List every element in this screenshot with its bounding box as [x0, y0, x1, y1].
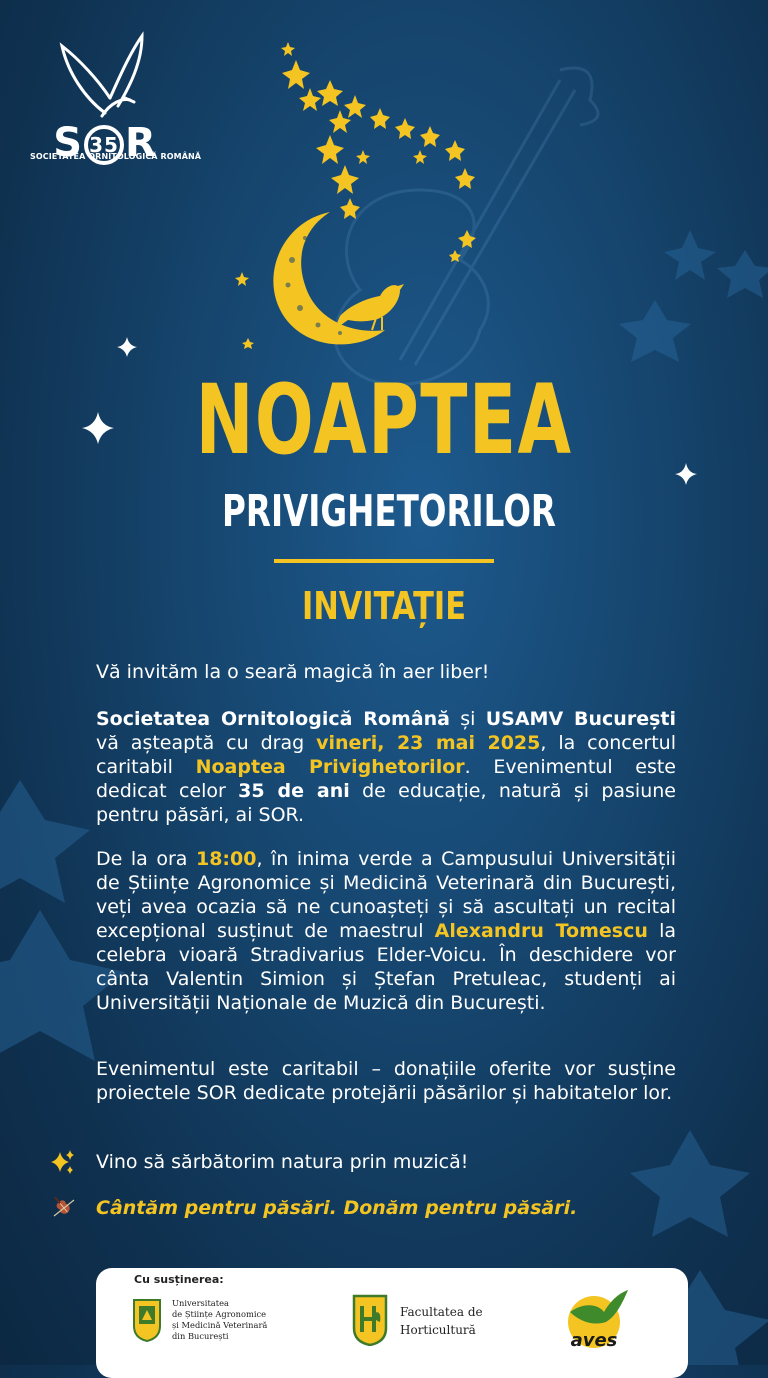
- event-subtitle: PRIVIGHETORILOR: [222, 486, 556, 537]
- sparkles-icon: [48, 1148, 76, 1176]
- event-title: NOAPTEA: [195, 364, 573, 476]
- paragraph-details: De la ora 18:00, în inima verde a Campusului Universității de Științe Agronomice și Medicină Veterinară din București, veți avea ocazia să ne cunoașteți și să ascultați un recital excepțional susținut de maestrul Alexandru Tomescu la celebra vioară Stradivarius Elder-Voicu. În deschidere vor cânta Valentin Simion și Ștefan Pretuleac, studenți ai Universității Naționale de Muzică din București.: [96, 848, 676, 1014]
- gold-star-note: [235, 42, 476, 349]
- usamv-name: Universitatea de Științe Agronomice și Medicină Veterinară din București: [172, 1298, 268, 1341]
- violin-silhouette: [335, 68, 598, 384]
- nightingale-bird: [334, 284, 404, 330]
- sor-wordmark: S 35 R: [53, 120, 157, 166]
- sponsors-label: Cu susținerea:: [134, 1273, 224, 1286]
- paragraph-charity: Evenimentul este caritabil – donațiile oferite vor susține proiectele SOR dedicate protejării păsărilor și habitatelor lor.: [96, 1058, 676, 1104]
- horticulture-crest-icon: [352, 1294, 388, 1346]
- title-divider: [274, 559, 494, 563]
- slogan: Cântăm pentru păsări. Donăm pentru păsări.: [96, 1197, 578, 1219]
- usamv-crest-icon: [132, 1298, 162, 1342]
- aves-wordmark: aves: [570, 1330, 618, 1351]
- paragraph-organizers: Societatea Ornitologică Română și USAMV București vă așteaptă cu drag vineri, 23 mai 2025, la concertul caritabil Noaptea Privighetorilor. Evenimentul este dedicat celor 35 de ani de educație, natură și pasiune pentru păsări, ai SOR.: [96, 708, 676, 826]
- sor-logo: [30, 28, 202, 168]
- sponsors-panel: [96, 1268, 688, 1378]
- bird-wings-icon: [30, 28, 180, 128]
- logo-subtitle: SOCIETATEA ORNITOLOGICĂ ROMÂNĂ: [30, 152, 202, 161]
- aves-logo: [564, 1282, 630, 1352]
- horticulture-name: Facultatea de Horticultură: [400, 1305, 483, 1337]
- crescent-moon: [273, 212, 385, 344]
- violin-icon: [50, 1194, 78, 1222]
- call-to-action: Vino să sărbătorim natura prin muzică!: [96, 1151, 469, 1173]
- intro-text: Vă invităm la o seară magică în aer liber!: [96, 661, 490, 683]
- invitation-heading: INVITAȚIE: [302, 584, 466, 628]
